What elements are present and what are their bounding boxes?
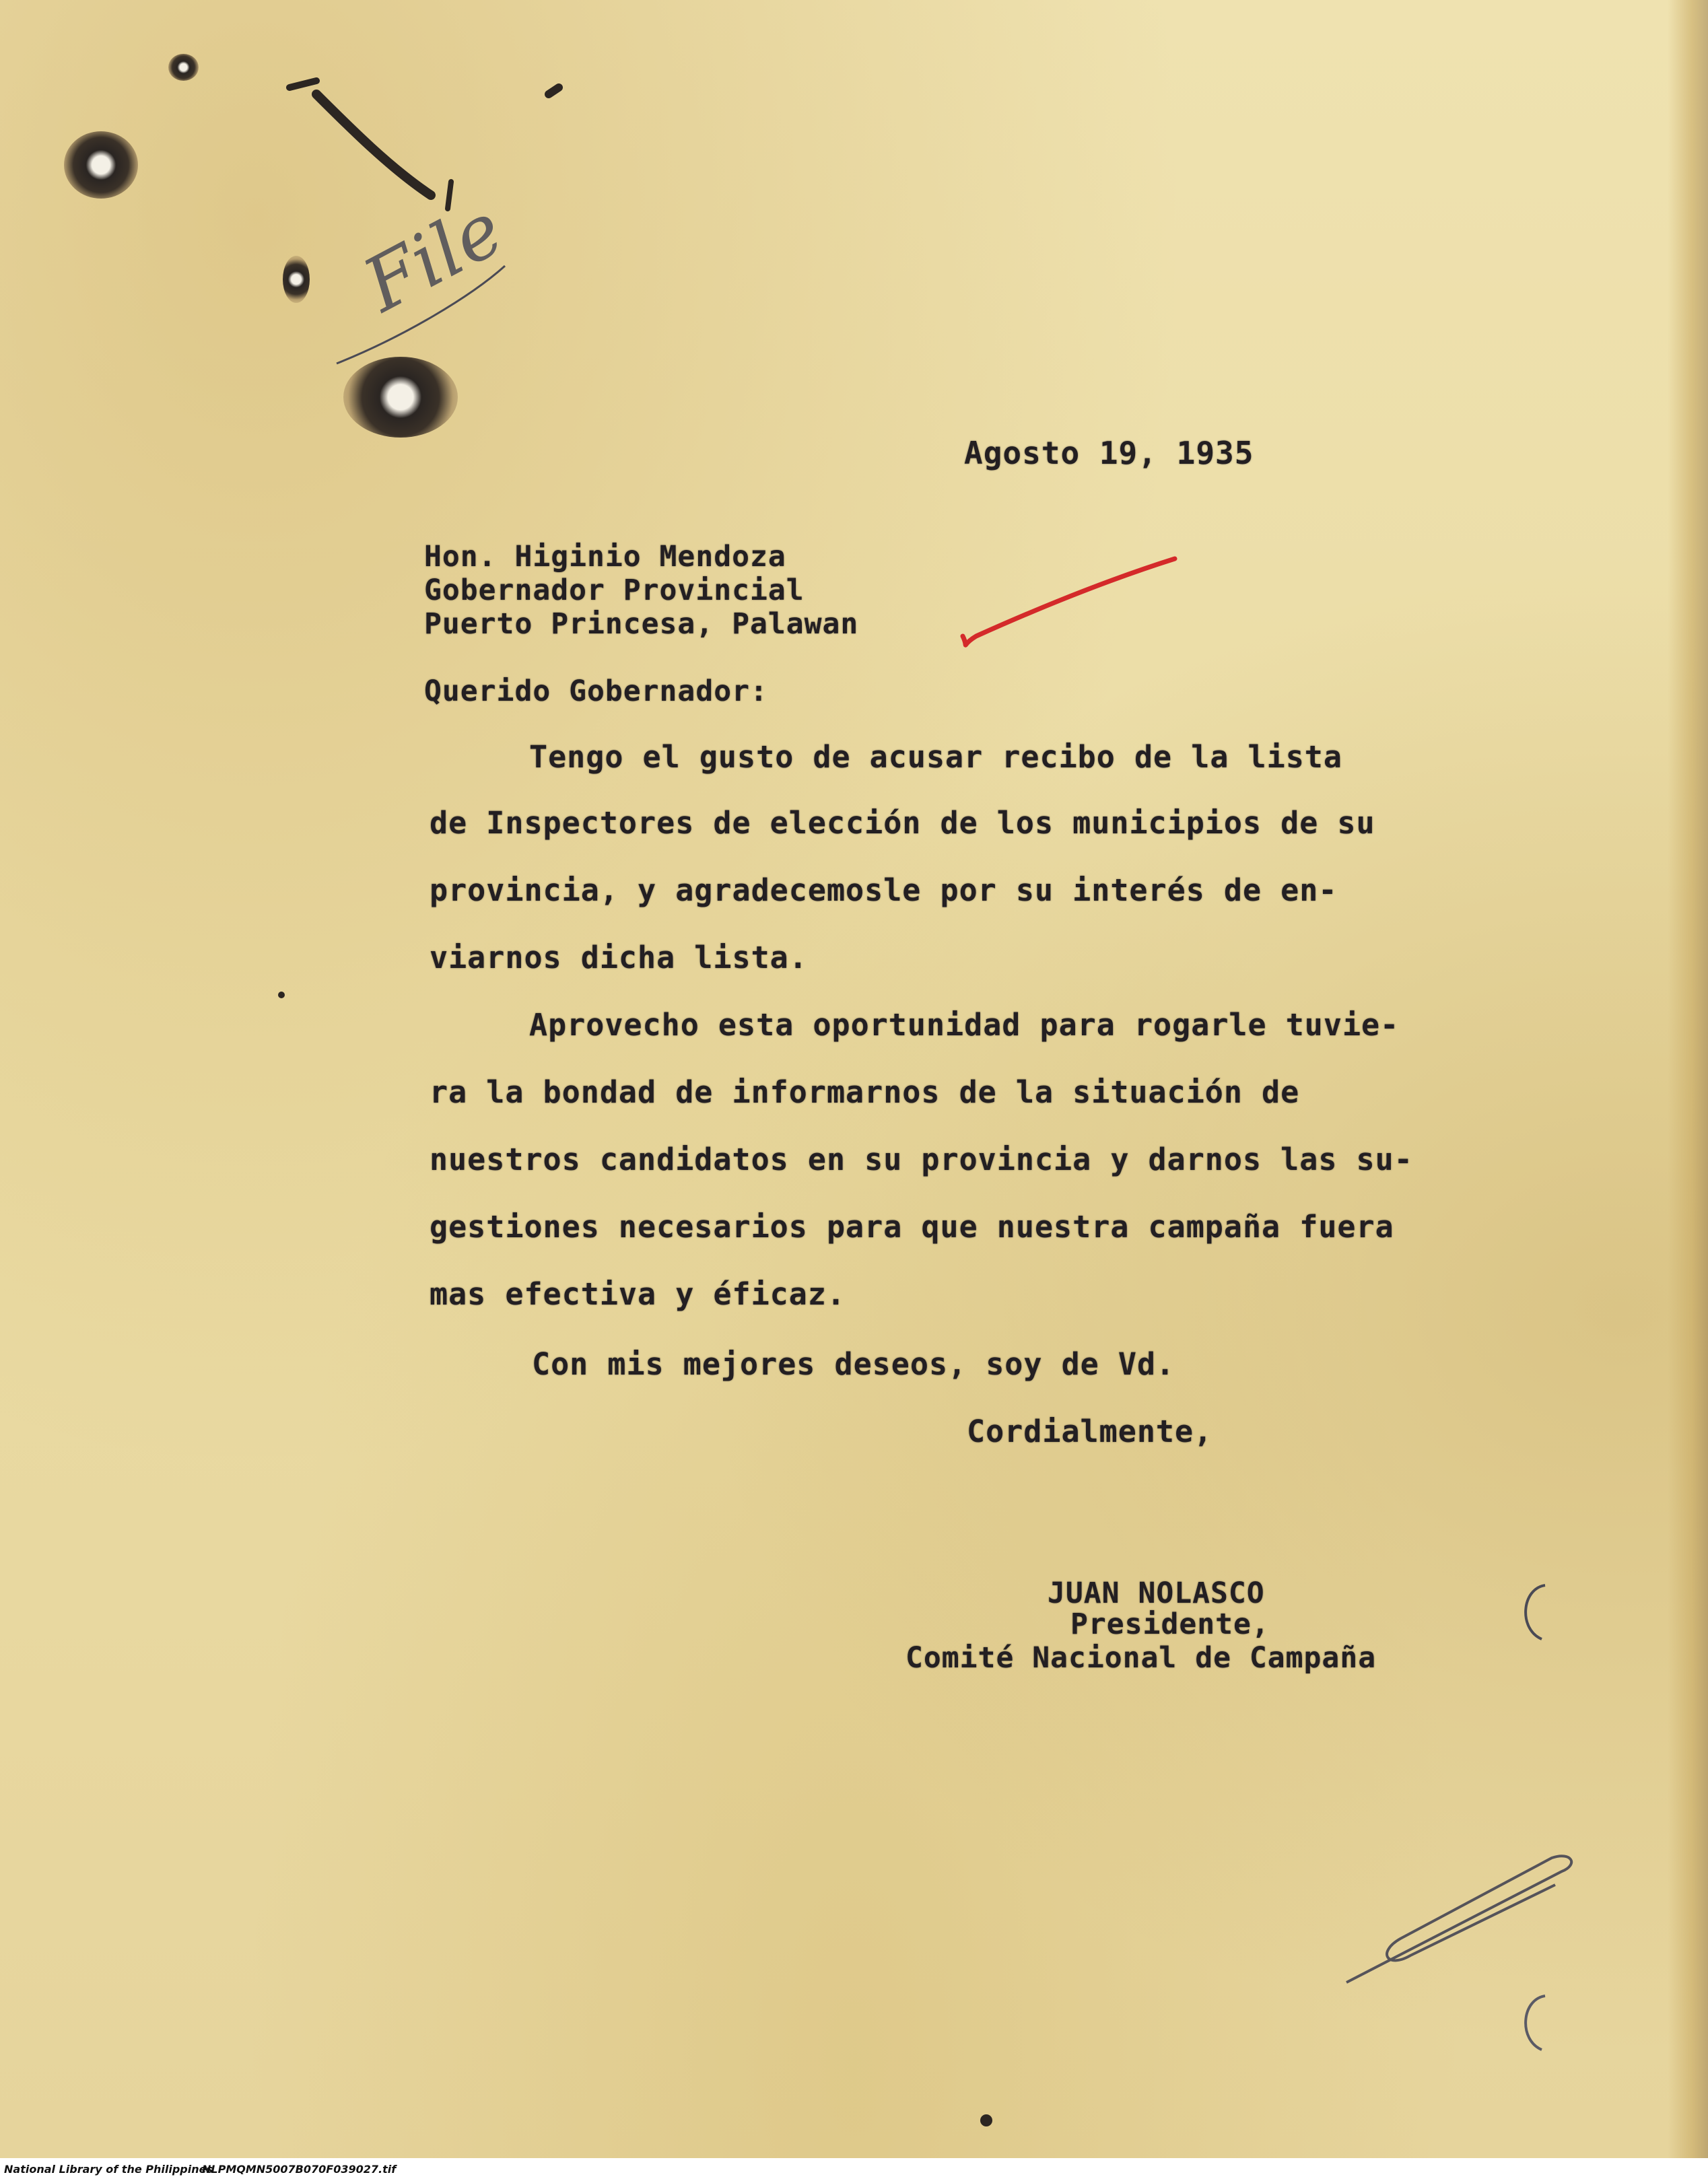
closing-line: Con mis mejores deseos, soy de Vd. xyxy=(532,1346,1175,1382)
closing: Cordialmente, xyxy=(967,1414,1213,1449)
signatory-organization: Comité Nacional de Campaña xyxy=(906,1641,1377,1675)
paragraph-2-line: gestiones necesarios para que nuestra campaña fuera xyxy=(430,1209,1394,1245)
ink-scratch xyxy=(316,94,431,195)
recipient-name: Hon. Higinio Mendoza xyxy=(424,540,786,574)
pencil-mark xyxy=(1526,1996,1545,2050)
red-check-mark xyxy=(963,559,1175,645)
paragraph-2-line: nuestros candidatos en su provincia y darnos las su- xyxy=(430,1142,1413,1177)
handwritten-note: File xyxy=(350,185,517,329)
paragraph-1-line: provincia, y agradecemosle por su interés de en- xyxy=(430,872,1338,908)
paragraph-2-line: Aprovecho esta oportunidad para rogarle tuvie- xyxy=(529,1007,1400,1043)
signatory-name: JUAN NOLASCO xyxy=(1048,1577,1265,1610)
signatory-title: Presidente, xyxy=(1070,1607,1270,1641)
letter-date: Agosto 19, 1935 xyxy=(964,435,1254,471)
salutation: Querido Gobernador: xyxy=(424,674,768,708)
paragraph-1-line: Tengo el gusto de acusar recibo de la lista xyxy=(529,739,1342,775)
recipient-location: Puerto Princesa, Palawan xyxy=(424,607,859,641)
ink-dot xyxy=(278,992,285,998)
footer-file-id: NLPMQMN5007B070F039027.tif xyxy=(202,2163,397,2176)
ink-dot xyxy=(980,2114,992,2126)
footer-institution: National Library of the Philippines xyxy=(4,2163,213,2176)
paperclip-mark xyxy=(1346,1856,1571,1982)
paragraph-2-line: mas efectiva y éficaz. xyxy=(430,1276,846,1312)
archive-footer xyxy=(0,2158,1708,2181)
pencil-mark xyxy=(1526,1585,1545,1639)
paragraph-1-line: de Inspectores de elección de los municipios de su xyxy=(430,805,1375,841)
recipient-title: Gobernador Provincial xyxy=(424,574,805,607)
ink-scratch xyxy=(289,81,316,88)
paragraph-1-line: viarnos dicha lista. xyxy=(430,940,808,975)
ink-scratch xyxy=(549,88,559,94)
paragraph-2-line: ra la bondad de informarnos de la situación de xyxy=(430,1074,1300,1110)
